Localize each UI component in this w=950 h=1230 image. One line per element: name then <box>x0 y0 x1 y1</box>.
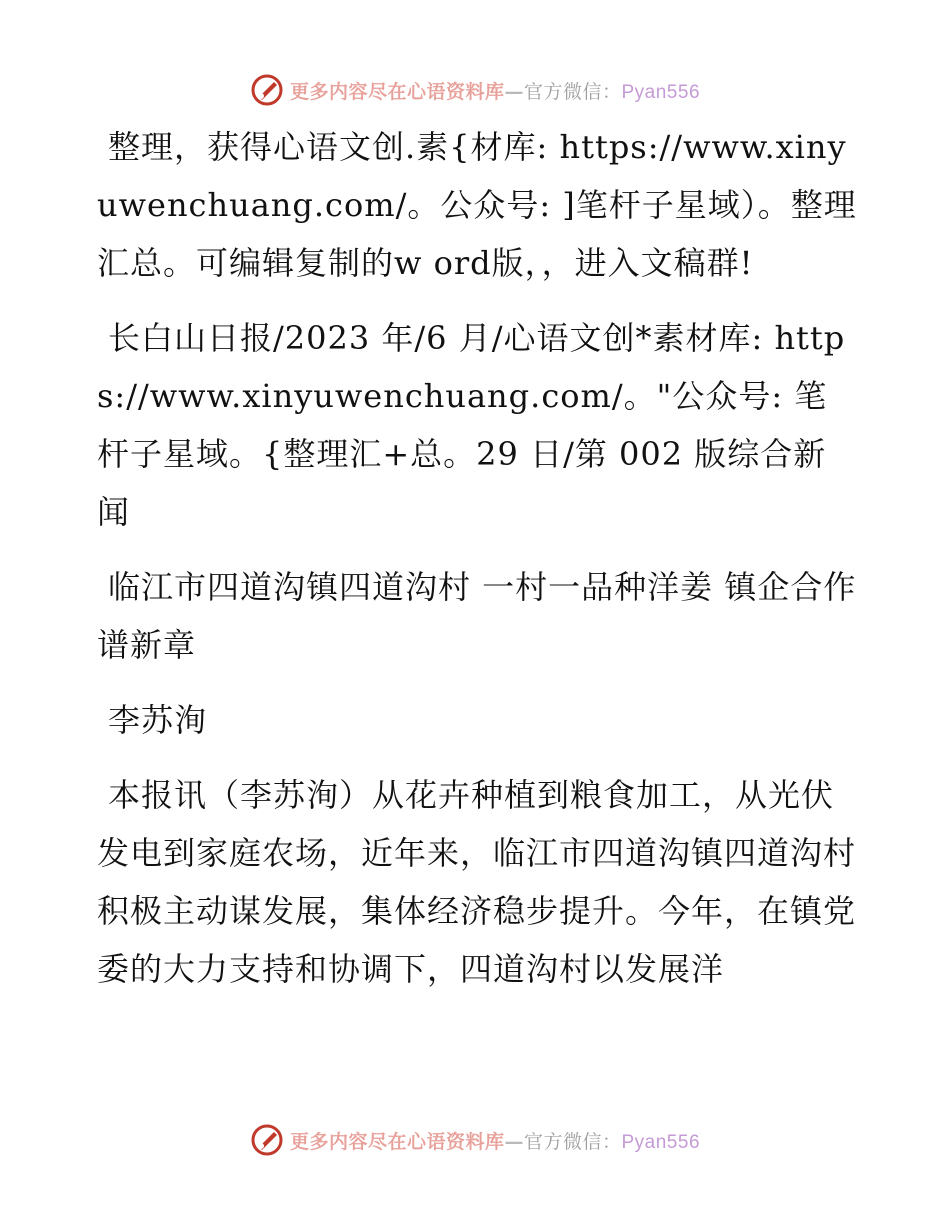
watermark-wechat-id: Pyan556 <box>621 81 701 103</box>
article-headline: 临江市四道沟镇四道沟村 一村一品种洋姜 镇企合作谱新章 <box>97 568 857 664</box>
watermark-official: 官方微信： <box>523 80 622 103</box>
watermark-prefix: 更多内容尽在心语资料库 <box>289 1130 505 1153</box>
watermark-separator: — <box>504 1130 524 1153</box>
header-watermark <box>0 70 950 110</box>
paragraph-source: 长白山日报/2023 年/6 月/心语文创*素材库: https://www.xinyuwenchuang.com/。"公众号: 笔杆子星域。{整理汇+总。29 日/第 002 版综合新闻 <box>97 319 846 531</box>
watermark-text <box>290 77 700 104</box>
paragraph-intro: 整理，获得心语文创.素{材库: https://www.xinyuwenchuang.com/。公众号: ]笔杆子星域）。整理汇总。可编辑复制的w ord版，，进入文稿群! <box>97 128 857 282</box>
watermark-text <box>290 1127 700 1154</box>
article-body: 本报讯（李苏洵）从花卉种植到粮食加工，从光伏发电到家庭农场，近年来，临江市四道沟镇四道沟村积极主动谋发展，集体经济稳步提升。今年，在镇党委的大力支持和协调下，四道沟村以发展洋 <box>97 776 857 988</box>
logo-icon <box>250 1123 284 1157</box>
document-body <box>97 118 857 1015</box>
footer-watermark <box>0 1120 950 1160</box>
logo-icon <box>250 73 284 107</box>
watermark-wechat-id: Pyan556 <box>621 1131 701 1153</box>
watermark-prefix: 更多内容尽在心语资料库 <box>289 80 505 103</box>
watermark-separator: — <box>504 80 524 103</box>
watermark-official: 官方微信： <box>523 1130 622 1153</box>
article-author: 李苏洵 <box>108 701 208 739</box>
